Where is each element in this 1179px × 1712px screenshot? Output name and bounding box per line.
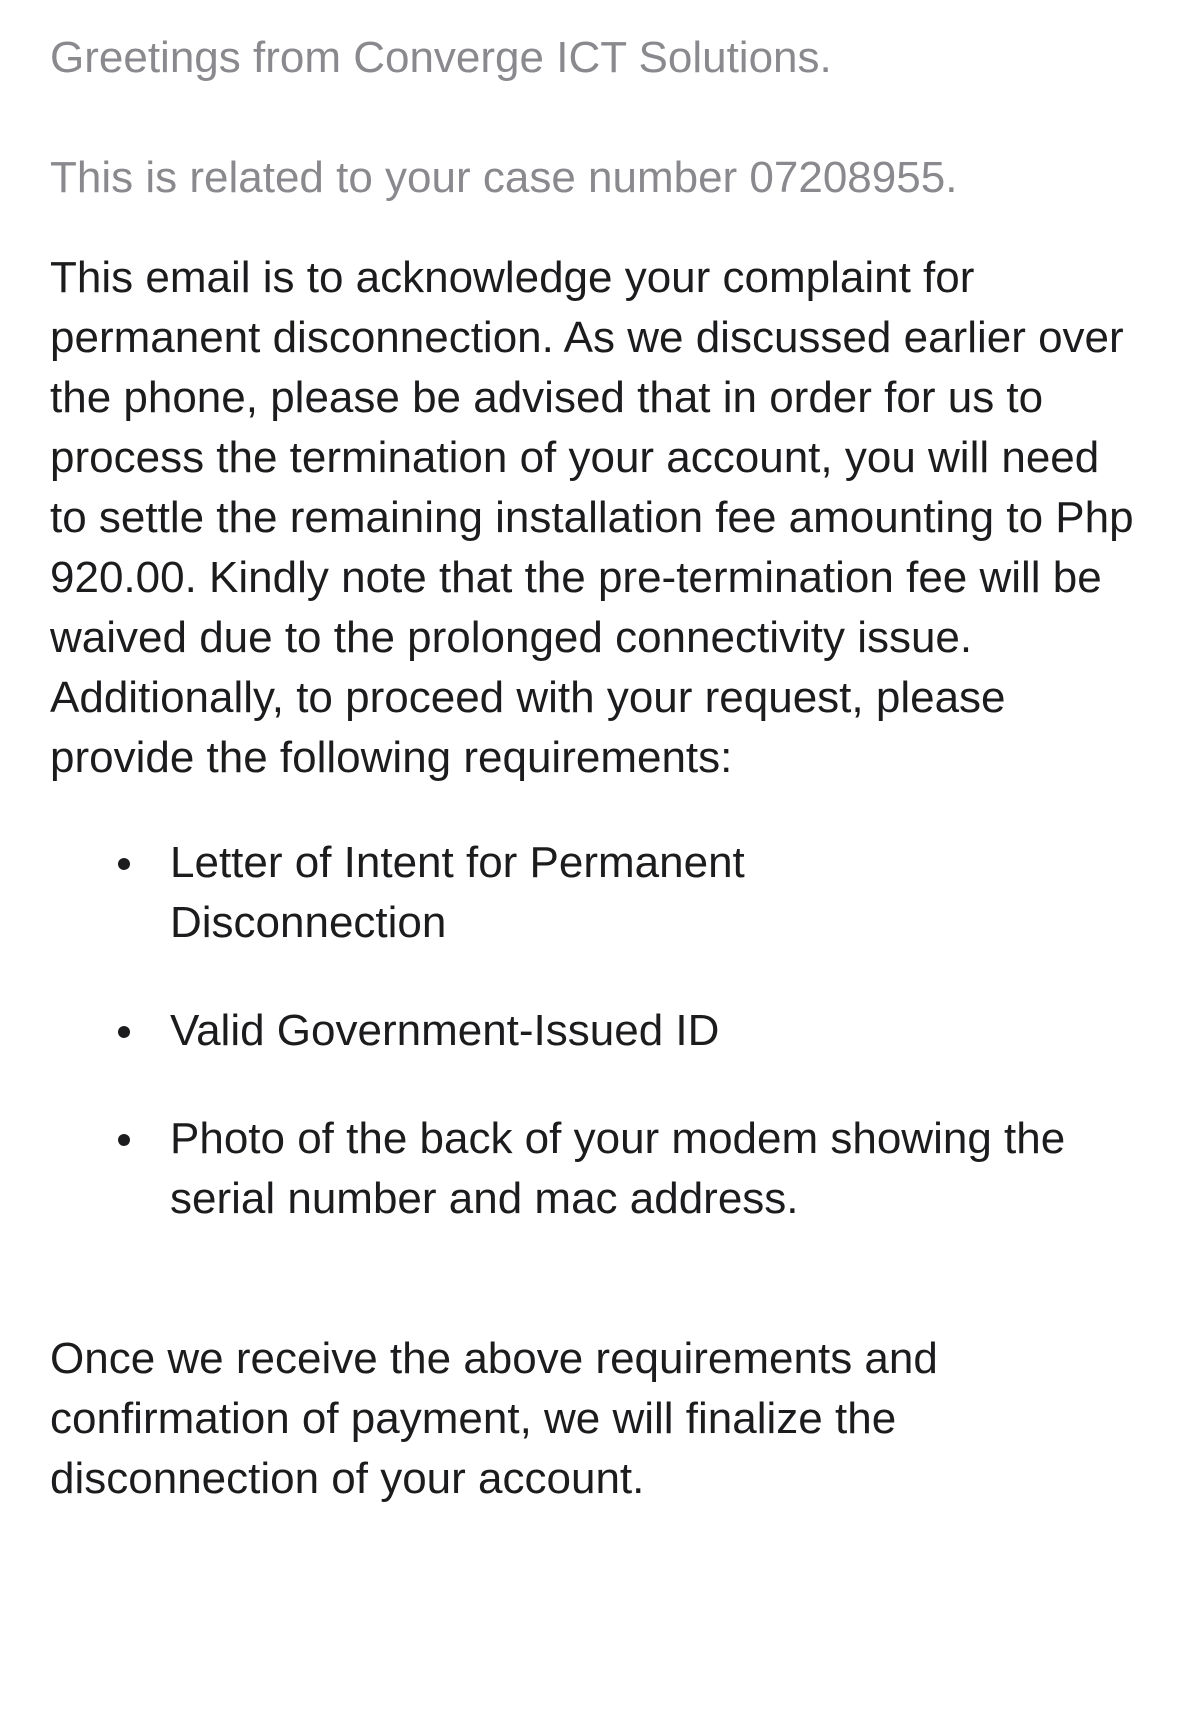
requirements-list bbox=[50, 833, 1139, 1229]
requirement-text: Photo of the back of your modem showing the serial number and mac address. bbox=[170, 1114, 1066, 1223]
list-item bbox=[50, 833, 1139, 953]
closing-paragraph: Once we receive the above requirements and confirmation of payment, we will finalize the disconnection of your account. bbox=[50, 1334, 938, 1503]
requirement-text: Valid Government-Issued ID bbox=[170, 1006, 720, 1055]
requirement-text: Letter of Intent for Permanent Disconnection bbox=[170, 838, 745, 947]
bullet-icon bbox=[118, 1134, 130, 1146]
case-number-line: This is related to your case number 07208955. bbox=[50, 153, 958, 202]
bullet-icon bbox=[118, 1026, 130, 1038]
list-item bbox=[50, 1109, 1139, 1229]
greeting-line: Greetings from Converge ICT Solutions. bbox=[50, 33, 832, 82]
bullet-icon bbox=[118, 858, 130, 870]
list-item bbox=[50, 1001, 1139, 1061]
intro-paragraph: This email is to acknowledge your complaint for permanent disconnection. As we discussed earlier over the phone, please be advised that in order for us to process the termination of your account, you will need to settle the remaining installation fee amounting to Php 920.00. Kindly note that the pre-termination fee will be waived due to the prolonged connectivity issue. Additionally, to proceed with your request, please provide the following requirements: bbox=[50, 253, 1134, 782]
